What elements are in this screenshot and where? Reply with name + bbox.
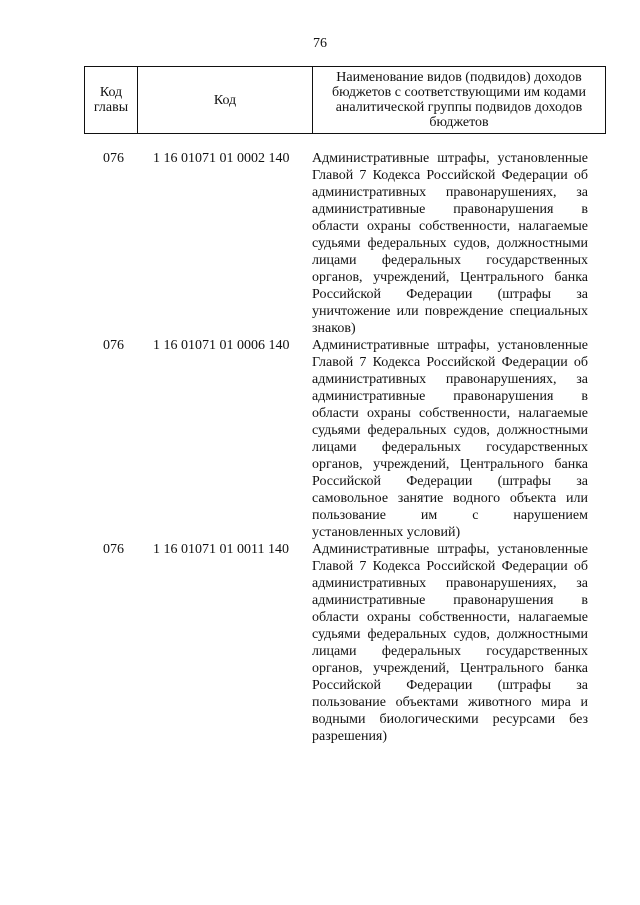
table-row bbox=[0, 541, 640, 745]
income-description: Административные штрафы, установленные Главой 7 Кодекса Российской Федерации об административных правонарушениях, за административные правонарушения в области охраны собственности, налагаемые судьями федеральных судов, должностными лицами федеральных государственных органов, учреждений, Центрального банка Российской Федерации (штрафы за самовольное занятие водного объекта или пользование им с нарушением установленных условий) bbox=[312, 338, 588, 540]
table-body bbox=[0, 150, 640, 745]
chapter-code: 076 bbox=[103, 151, 124, 166]
table-row bbox=[0, 150, 640, 337]
chapter-code: 076 bbox=[103, 338, 124, 353]
header-chapter-code: Код главы bbox=[85, 67, 138, 134]
income-code: 1 16 01071 01 0011 140 bbox=[153, 542, 289, 557]
income-description: Административные штрафы, установленные Главой 7 Кодекса Российской Федерации об административных правонарушениях, за административные правонарушения в области охраны собственности, налагаемые судьями федеральных судов, должностными лицами федеральных государственных органов, учреждений, Центрального банка Российской Федерации (штрафы за пользование объектами животного мира и водными биологическими ресурсами без разрешения) bbox=[312, 542, 588, 744]
header-name: Наименование видов (подвидов) доходов бюджетов с соответствующими им кодами аналитической группы подвидов доходов бюджетов bbox=[313, 67, 606, 134]
table-header bbox=[84, 66, 606, 134]
chapter-code: 076 bbox=[103, 542, 124, 557]
header-code: Код bbox=[138, 67, 313, 134]
income-description: Административные штрафы, установленные Главой 7 Кодекса Российской Федерации об административных правонарушениях, за административные правонарушения в области охраны собственности, налагаемые судьями федеральных судов, должностными лицами федеральных государственных органов, учреждений, Центрального банка Российской Федерации (штрафы за уничтожение или повреждение специальных знаков) bbox=[312, 151, 588, 336]
page-number: 76 bbox=[313, 36, 327, 51]
table-row bbox=[0, 337, 640, 541]
income-code: 1 16 01071 01 0002 140 bbox=[153, 151, 290, 166]
income-code: 1 16 01071 01 0006 140 bbox=[153, 338, 290, 353]
